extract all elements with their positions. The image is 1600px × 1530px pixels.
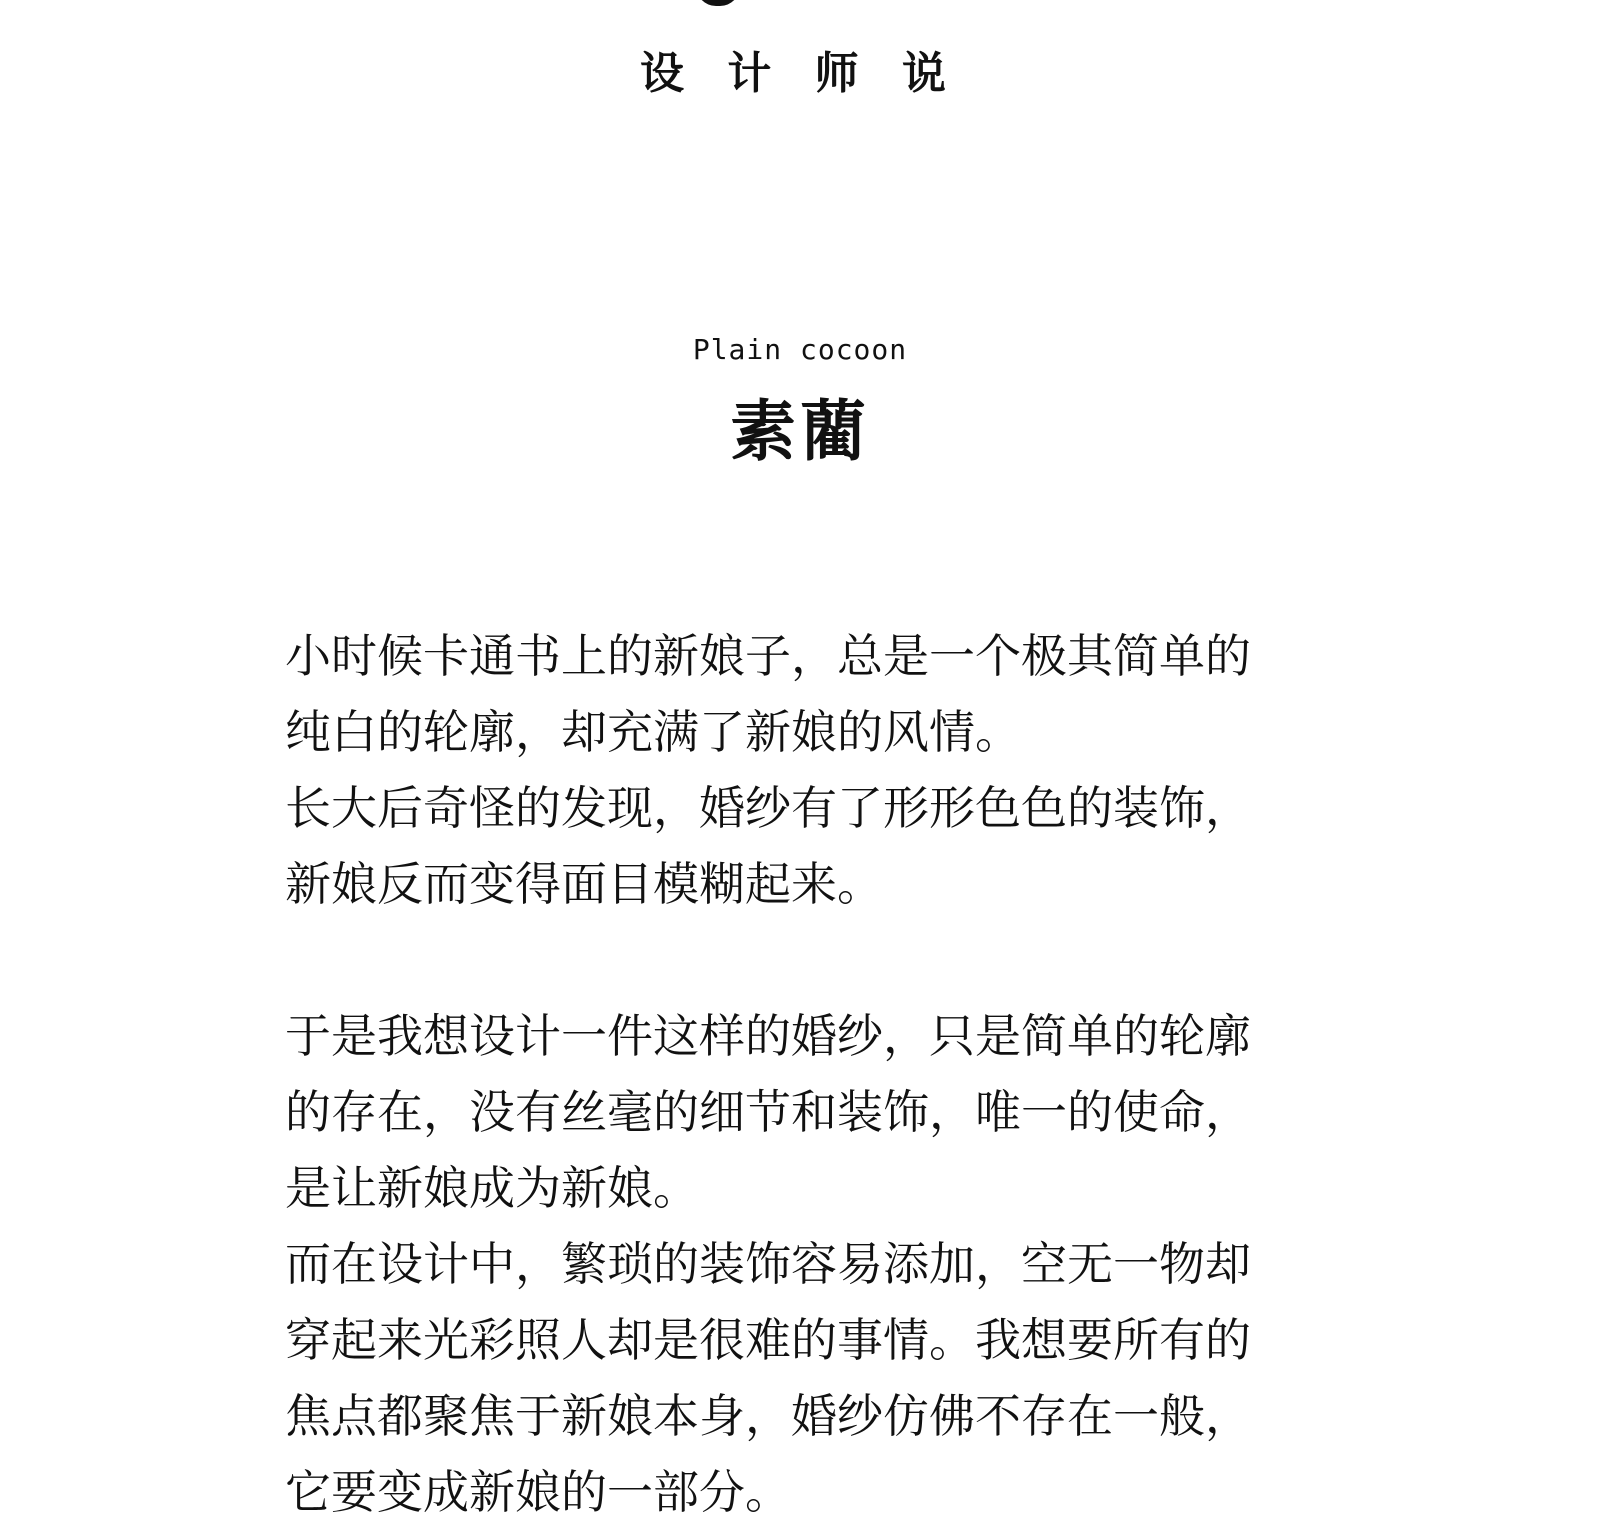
section-heading: 设 计 师 说 [640,48,960,99]
paragraph-line: 小时候卡通书上的新娘子，总是一个极其简单的 [285,629,1251,683]
paragraph-line: 新娘反而变得面目模糊起来。 [285,857,883,911]
paragraph-line: 是让新娘成为新娘。 [285,1161,699,1215]
paragraph-line: 的存在，没有丝毫的细节和装饰，唯一的使命， [285,1085,1251,1139]
paragraph-line: 长大后奇怪的发现，婚纱有了形形色色的装饰， [285,781,1251,835]
paragraph-line: 于是我想设计一件这样的婚纱，只是简单的轮廓 [285,1009,1251,1063]
top-decoration-mark [696,0,740,6]
paragraph-line: 纯白的轮廓，却充满了新娘的风情。 [285,705,1021,759]
paragraph-line: 穿起来光彩照人却是很难的事情。我想要所有的 [285,1313,1251,1367]
paragraph-line: 它要变成新娘的一部分。 [285,1465,791,1519]
designer-statement [285,618,1345,1530]
design-name-chinese: 素藺 [730,392,870,470]
paragraph-line: 而在设计中，繁琐的装饰容易添加，空无一物却 [285,1237,1251,1291]
paragraph-spacer [285,922,1345,998]
design-name-english: Plain cocoon [692,333,908,366]
paragraph-line: 焦点都聚焦于新娘本身，婚纱仿佛不存在一般， [285,1389,1251,1443]
